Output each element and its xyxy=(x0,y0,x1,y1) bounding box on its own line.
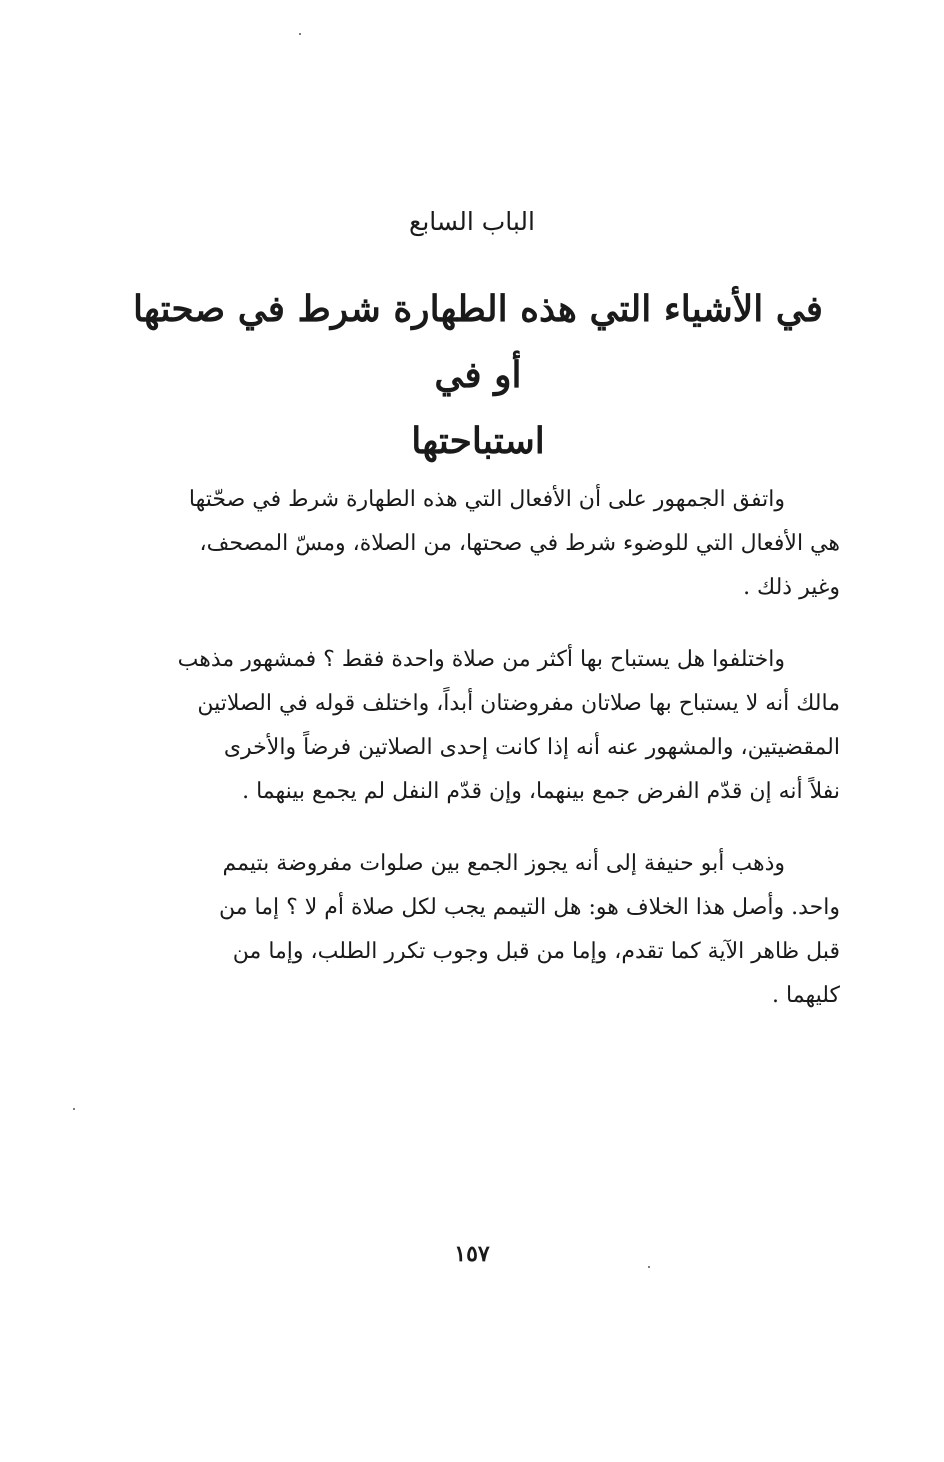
text-line: مالك أنه لا يستباح بها صلاتان مفروضتان أبداً، واختلف قوله في الصلاتين xyxy=(197,691,840,716)
text-line: وذهب أبو حنيفة إلى أنه يجوز الجمع بين صلوات مفروضة بتيمم xyxy=(222,851,785,876)
chapter-title-line: في الأشياء التي هذه الطهارة شرط في صحتها أو في xyxy=(132,288,824,396)
body-text xyxy=(126,478,840,1046)
scan-speck xyxy=(299,33,301,35)
text-line: واتفق الجمهور على أن الأفعال التي هذه الطهارة شرط في صحّتها xyxy=(188,487,785,512)
paragraph-1 xyxy=(126,478,840,610)
paragraph-3 xyxy=(126,842,840,1018)
scan-speck xyxy=(73,1108,75,1110)
text-line: واحد. وأصل هذا الخلاف هو: هل التيمم يجب لكل صلاة أم لا ؟ إما من xyxy=(218,895,840,920)
chapter-title xyxy=(118,276,838,474)
paragraph-2 xyxy=(126,638,840,814)
page-number: ١٥٧ xyxy=(454,1241,490,1267)
text-line: هي الأفعال التي للوضوء شرط في صحتها، من الصلاة، ومسّ المصحف، xyxy=(199,531,840,556)
text-line: واختلفوا هل يستباح بها أكثر من صلاة واحدة فقط ؟ فمشهور مذهب xyxy=(177,647,785,672)
text-line: قبل ظاهر الآية كما تقدم، وإما من قبل وجوب تكرر الطلب، وإما من xyxy=(232,939,840,964)
text-line: كليهما . xyxy=(772,983,840,1008)
chapter-label: الباب السابع xyxy=(409,207,535,236)
chapter-title-line: استباحتها xyxy=(411,420,545,462)
text-line: المقضيتين، والمشهور عنه أنه إذا كانت إحدى الصلاتين فرضاً والأخرى xyxy=(223,735,840,760)
text-line: وغير ذلك . xyxy=(743,575,840,600)
text-line: نفلاً أنه إن قدّم الفرض جمع بينهما، وإن قدّم النفل لم يجمع بينهما . xyxy=(242,779,840,804)
